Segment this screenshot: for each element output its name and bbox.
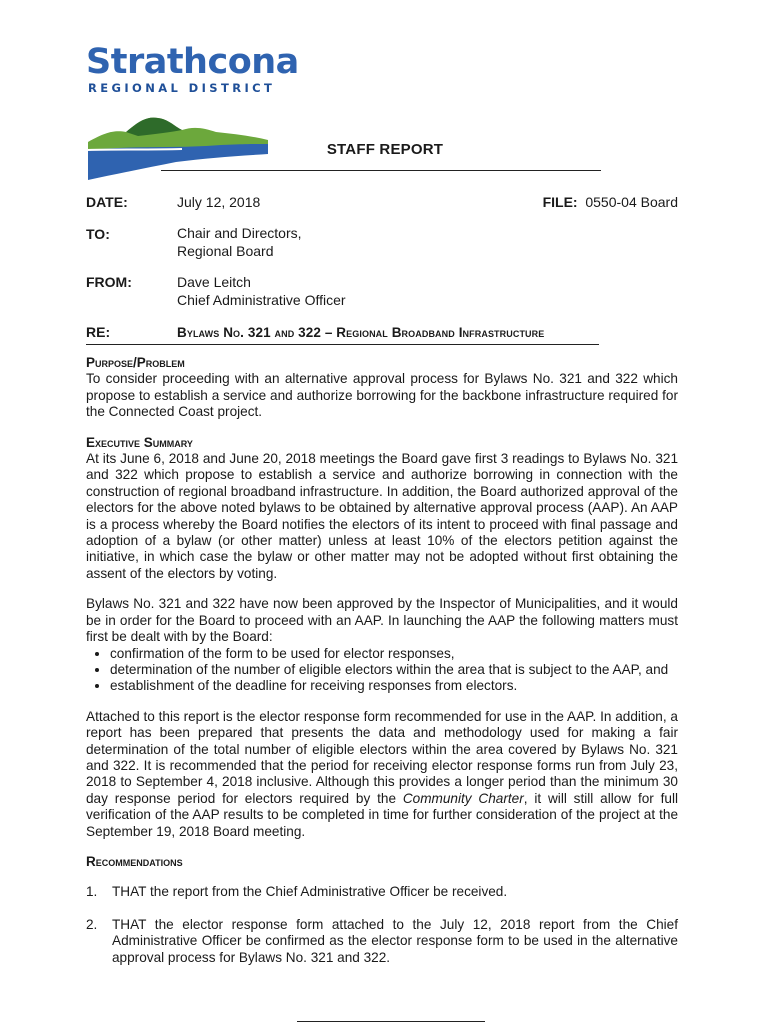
- summary-paragraph-3: [86, 709, 678, 840]
- logo-subtitle: REGIONAL DISTRICT: [88, 81, 276, 95]
- list-item: • confirmation of the form to be used for elector responses,: [110, 646, 678, 662]
- strathcona-logo: [86, 42, 299, 142]
- to-label: TO:: [86, 226, 110, 242]
- report-body: [86, 355, 678, 966]
- summary-paragraph-1: At its June 6, 2018 and June 20, 2018 meetings the Board gave first 3 readings to Bylaws No. 321 and 322 which propose to establish a service and authorize borrowing in connection with the construction of regional broadband infrastructure. In addition, the Board authorized approval of the electors for the above noted bylaws to be obtained by alternative approval process (AAP). An AAP is a process whereby the Board notifies the electors of its intent to proceed with final passage and adoption of a bylaw (or other matter) unless at least 10% of the electors petition against the initiative, in which case the bylaw or other matter may not be adopted without first obtaining the assent of the electors by voting.: [86, 451, 678, 581]
- paragraph-3-part-b: , it will still allow for full verification of the AAP results to be completed in time for further consideration of the project at the September 19, 2018 Board meeting.: [86, 790, 679, 839]
- re-subject: Bylaws No. 321 and 322 – Regional Broadband Infrastructure: [177, 325, 545, 340]
- logo-name: Strathcona: [86, 42, 299, 82]
- purpose-text: To consider proceeding with an alternative approval process for Bylaws No. 321 and 322 which propose to establish a service and authorize borrowing for the backbone infrastructure required for the Connected Coast project.: [86, 371, 678, 420]
- summary-paragraph-2: Bylaws No. 321 and 322 have now been approved by the Inspector of Municipalities, and it would be in order for the Board to proceed with an AAP. In launching the AAP the following matters must first be dealt with by the Board:: [86, 596, 678, 645]
- community-charter-reference: Community Charter: [402, 790, 524, 806]
- from-label: FROM:: [86, 274, 132, 290]
- recommendations-heading: Recommendations: [86, 853, 183, 869]
- file-reference: [543, 194, 678, 210]
- matters-list: [86, 646, 678, 695]
- re-label: RE:: [86, 324, 111, 340]
- from-line-1: Dave Leitch: [177, 274, 251, 290]
- item-text: THAT the elector response form attached to the July 12, 2018 report from the Chief Administrative Officer be confirmed as the elector response form to be used in the alternative approval process for Bylaws No. 321 and 322.: [112, 916, 678, 965]
- date-value: July 12, 2018: [177, 194, 261, 210]
- title-rule: [161, 170, 601, 171]
- paragraph-3-part-a: Attached to this report is the elector response form recommended for use in the AAP. In addition, a report has been prepared that presents the data and methodology used for making a fair determination of the total number of eligible electors within the area covered by Bylaws No. 321 and 322. It is recommended that the period for receiving elector response forms run from July 23, 2018 to September 4, 2018 inclusive. Although this provides a longer period than the minimum 30 day response period for electors required by the: [86, 708, 678, 806]
- list-item: [86, 917, 678, 966]
- recommendations-list: [86, 884, 678, 966]
- to-line-2: Regional Board: [177, 243, 274, 259]
- list-item: [86, 884, 678, 900]
- list-item: • determination of the number of eligible electors within the area that is subject to the AAP, and: [110, 662, 678, 678]
- from-value: [177, 273, 346, 309]
- signature-rule: [297, 1021, 485, 1022]
- report-title: STAFF REPORT: [326, 141, 444, 158]
- from-line-2: Chief Administrative Officer: [177, 292, 346, 308]
- file-label: FILE:: [542, 194, 578, 210]
- date-label: DATE:: [86, 194, 128, 210]
- to-value: [177, 224, 302, 260]
- item-text: THAT the report from the Chief Administrative Officer be received.: [112, 884, 508, 900]
- item-number: 1.: [86, 884, 98, 900]
- summary-heading: Executive Summary: [86, 434, 193, 450]
- purpose-heading: Purpose/Problem: [86, 355, 185, 370]
- list-item: • establishment of the deadline for receiving responses from electors.: [110, 678, 678, 694]
- file-value: 0550-04 Board: [585, 194, 678, 210]
- item-number: 2.: [86, 916, 98, 932]
- re-line: [86, 324, 599, 345]
- to-line-1: Chair and Directors,: [177, 225, 302, 241]
